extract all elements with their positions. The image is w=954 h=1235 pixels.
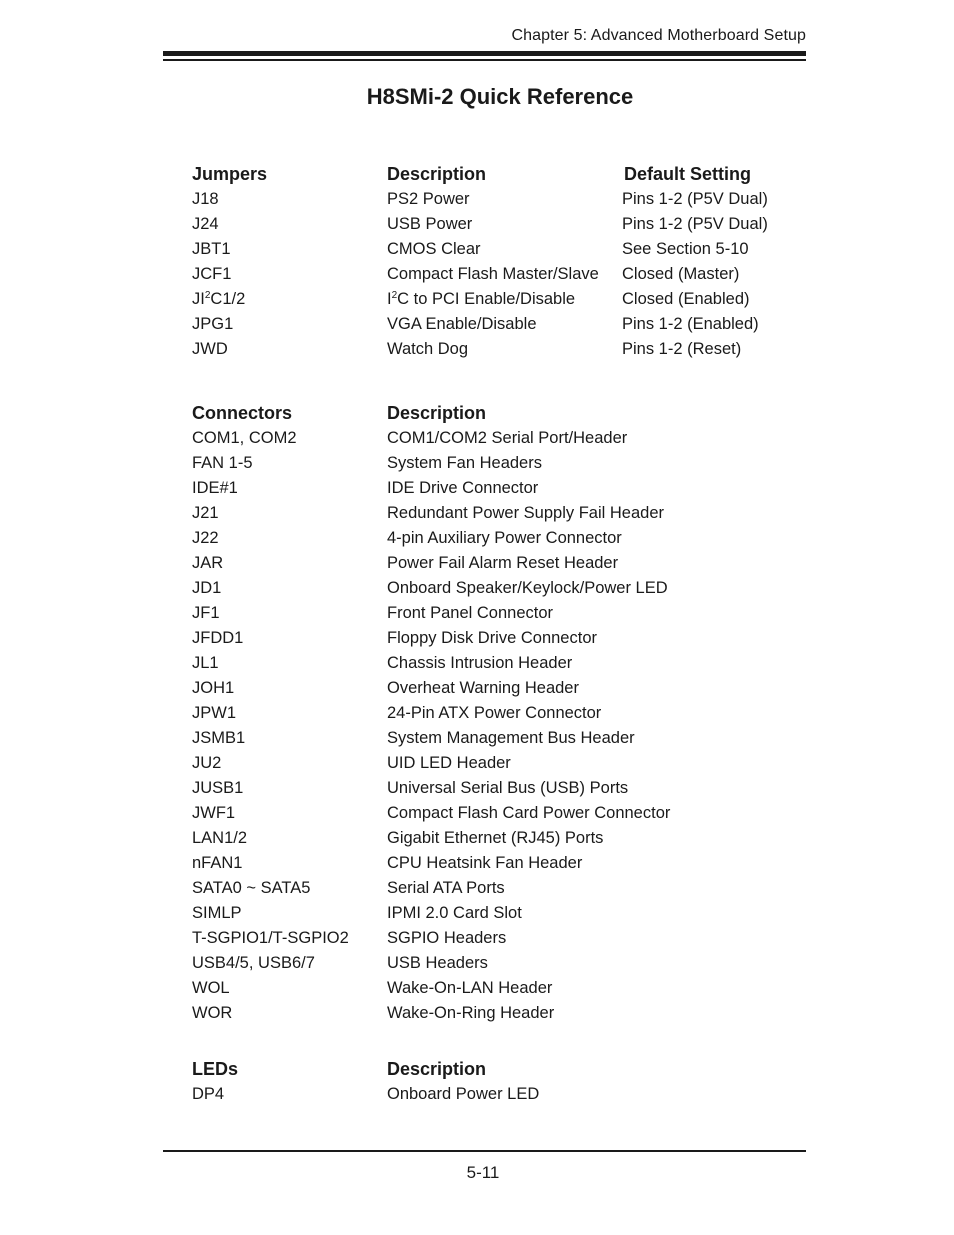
table-row xyxy=(192,626,812,651)
table-row xyxy=(192,212,812,237)
table-cell: SGPIO Headers xyxy=(387,929,507,947)
table-cell: Closed (Master) xyxy=(622,265,740,283)
table-cell: JPG1 xyxy=(192,315,234,333)
table-cell: UID LED Header xyxy=(387,754,511,772)
table-cell: Overheat Warning Header xyxy=(387,679,579,697)
table-cell: 4-pin Auxiliary Power Connector xyxy=(387,529,622,547)
table-cell: Redundant Power Supply Fail Header xyxy=(387,504,664,522)
table-cell: Closed (Enabled) xyxy=(622,290,750,308)
table-cell: See Section 5-10 xyxy=(622,240,749,258)
header-rule-thick xyxy=(163,51,806,56)
table-row xyxy=(192,726,812,751)
table-row xyxy=(192,676,812,701)
connectors-column-header: Description xyxy=(387,403,487,423)
table-cell: Serial ATA Ports xyxy=(387,879,505,897)
table-cell: JAR xyxy=(192,554,224,572)
table-cell: PS2 Power xyxy=(387,190,470,208)
page-title: H8SMi-2 Quick Reference xyxy=(366,84,634,109)
table-cell: LAN1/2 xyxy=(192,829,248,847)
table-row xyxy=(192,701,812,726)
page-number: 5-11 xyxy=(466,1163,500,1182)
table-cell: Wake-On-LAN Header xyxy=(387,979,553,997)
footer-rule xyxy=(163,1150,806,1152)
chapter-header: Chapter 5: Advanced Motherboard Setup xyxy=(511,27,806,44)
table-cell: J21 xyxy=(192,504,219,522)
table-cell: CPU Heatsink Fan Header xyxy=(387,854,583,872)
table-cell: COM1/COM2 Serial Port/Header xyxy=(387,429,628,447)
table-cell: DP4 xyxy=(192,1085,225,1103)
table-cell: Pins 1-2 (Reset) xyxy=(622,340,742,358)
table-row xyxy=(192,576,812,601)
table-cell: 24-Pin ATX Power Connector xyxy=(387,704,602,722)
jumpers-column-header: Description xyxy=(387,164,487,184)
table-cell: Watch Dog xyxy=(387,340,469,358)
table-cell: Pins 1-2 (P5V Dual) xyxy=(622,190,768,208)
leds-column-header: LEDs xyxy=(192,1059,239,1079)
table-row xyxy=(192,526,812,551)
table-row xyxy=(192,851,812,876)
table-row xyxy=(192,951,812,976)
table-row xyxy=(192,1001,812,1026)
table-cell: $I^2C$ to PCI Enable/Disable xyxy=(387,290,576,308)
table-row xyxy=(192,1082,812,1107)
table-row xyxy=(192,187,812,212)
table-cell: JWF1 xyxy=(192,804,236,822)
table-row xyxy=(192,901,812,926)
table-cell: Pins 1-2 (P5V Dual) xyxy=(622,215,768,233)
table-row xyxy=(192,476,812,501)
table-cell: J18 xyxy=(192,190,219,208)
table-cell: USB4/5, USB6/7 xyxy=(192,954,315,972)
table-row xyxy=(192,426,812,451)
table-row xyxy=(192,501,812,526)
header-rule-thin xyxy=(163,59,806,61)
table-cell: COM1, COM2 xyxy=(192,429,297,447)
connectors-column-header: Connectors xyxy=(192,403,293,423)
connectors-header-row xyxy=(192,400,812,426)
table-cell: Front Panel Connector xyxy=(387,604,554,622)
table-row xyxy=(192,551,812,576)
table-row xyxy=(192,237,812,262)
table-cell: Wake-On-Ring Header xyxy=(387,1004,555,1022)
table-cell: Onboard Speaker/Keylock/Power LED xyxy=(387,579,668,597)
table-row xyxy=(192,826,812,851)
table-cell: JCF1 xyxy=(192,265,232,283)
table-row xyxy=(192,451,812,476)
table-row xyxy=(192,262,812,287)
table-cell: JPW1 xyxy=(192,704,237,722)
table-cell: Power Fail Alarm Reset Header xyxy=(387,554,619,572)
connectors-table xyxy=(192,400,812,1026)
table-cell: Compact Flash Card Power Connector xyxy=(387,804,671,822)
table-cell: SIMLP xyxy=(192,904,242,922)
table-cell: JUSB1 xyxy=(192,779,244,797)
leds-column-header: Description xyxy=(387,1059,487,1079)
table-row xyxy=(192,337,812,362)
table-cell: Onboard Power LED xyxy=(387,1085,540,1103)
table-cell: IPMI 2.0 Card Slot xyxy=(387,904,522,922)
jumpers-table xyxy=(192,161,812,362)
table-cell: Gigabit Ethernet (RJ45) Ports xyxy=(387,829,604,847)
table-row xyxy=(192,776,812,801)
table-cell: System Fan Headers xyxy=(387,454,542,472)
table-row xyxy=(192,287,812,312)
table-row xyxy=(192,751,812,776)
table-cell: JWD xyxy=(192,340,228,358)
jumpers-column-header: Jumpers xyxy=(192,164,268,184)
table-cell: T-SGPIO1/T-SGPIO2 xyxy=(192,929,349,947)
table-cell: JL1 xyxy=(192,654,219,672)
table-cell: IDE#1 xyxy=(192,479,238,497)
table-cell: $JI^2C1/2$ xyxy=(192,290,246,308)
table-cell: JF1 xyxy=(192,604,220,622)
table-row xyxy=(192,976,812,1001)
table-row xyxy=(192,876,812,901)
table-row xyxy=(192,601,812,626)
table-row xyxy=(192,312,812,337)
table-cell: J22 xyxy=(192,529,219,547)
table-cell: Universal Serial Bus (USB) Ports xyxy=(387,779,629,797)
table-cell: IDE Drive Connector xyxy=(387,479,539,497)
table-cell: Compact Flash Master/Slave xyxy=(387,265,599,283)
table-cell: FAN 1-5 xyxy=(192,454,253,472)
table-cell: SATA0 ~ SATA5 xyxy=(192,879,311,897)
table-row xyxy=(192,926,812,951)
jumpers-column-header: Default Setting xyxy=(624,164,752,184)
leds-header-row xyxy=(192,1056,812,1082)
table-cell: Chassis Intrusion Header xyxy=(387,654,573,672)
table-row xyxy=(192,801,812,826)
table-cell: WOL xyxy=(192,979,230,997)
table-cell: JBT1 xyxy=(192,240,231,258)
table-cell: JSMB1 xyxy=(192,729,246,747)
table-cell: nFAN1 xyxy=(192,854,243,872)
table-cell: USB Power xyxy=(387,215,473,233)
jumpers-header-row xyxy=(192,161,812,187)
table-cell: Floppy Disk Drive Connector xyxy=(387,629,597,647)
table-cell: JU2 xyxy=(192,754,222,772)
table-cell: J24 xyxy=(192,215,219,233)
table-cell: JFDD1 xyxy=(192,629,244,647)
table-cell: JD1 xyxy=(192,579,222,597)
table-cell: USB Headers xyxy=(387,954,488,972)
table-row xyxy=(192,651,812,676)
table-cell: CMOS Clear xyxy=(387,240,481,258)
table-cell: System Management Bus Header xyxy=(387,729,635,747)
table-cell: VGA Enable/Disable xyxy=(387,315,537,333)
table-cell: Pins 1-2 (Enabled) xyxy=(622,315,759,333)
table-cell: JOH1 xyxy=(192,679,235,697)
table-cell: WOR xyxy=(192,1004,233,1022)
leds-table xyxy=(192,1056,812,1107)
